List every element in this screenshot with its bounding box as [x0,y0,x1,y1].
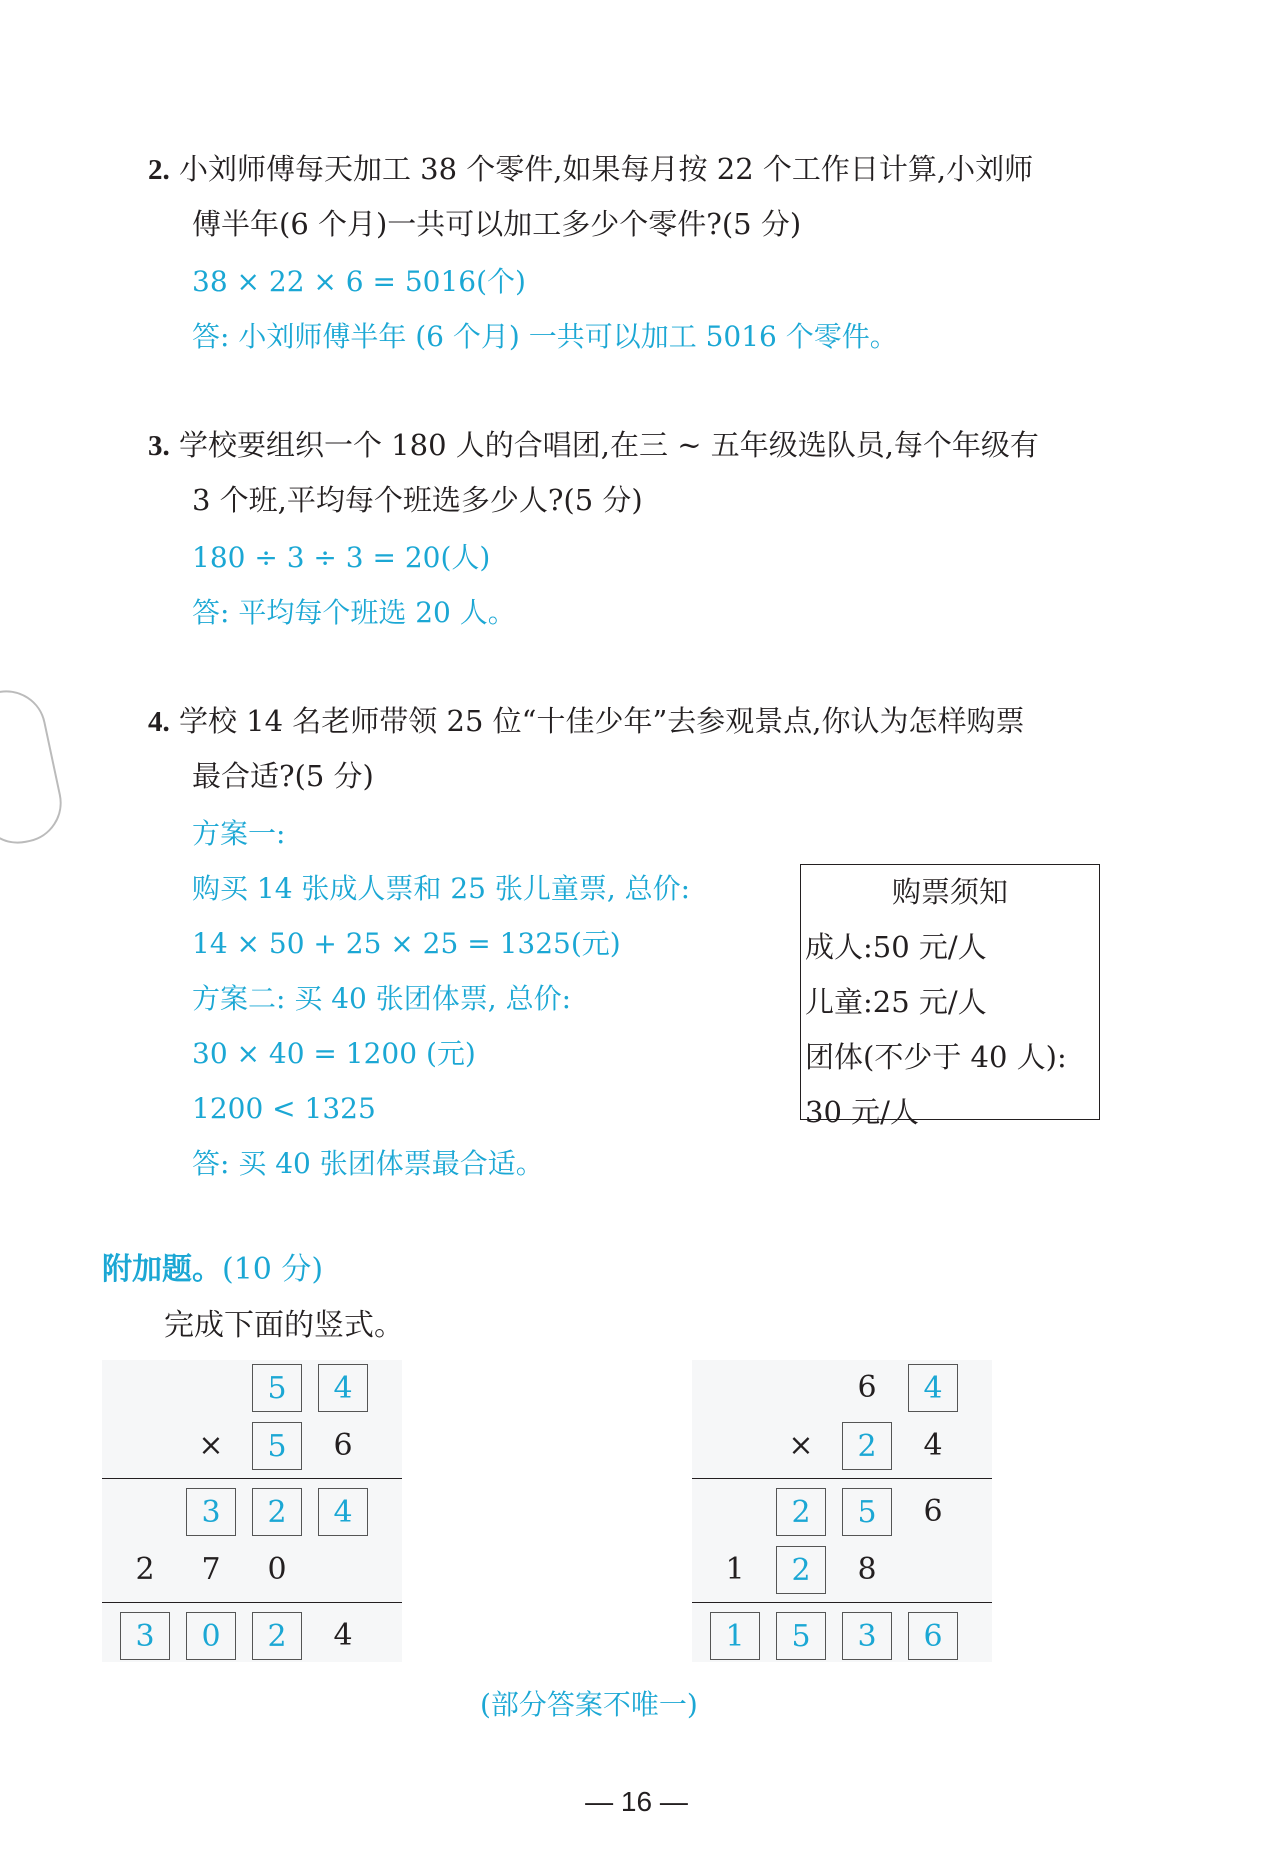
answer-line: 38 × 22 × 6 = 5016(个) [192,265,526,298]
answer-line: 答: 小刘师傅半年 (6 个月) 一共可以加工 5016 个零件。 [192,320,898,353]
calc-cell [710,1364,760,1412]
calc-cell: 4 [333,1618,353,1653]
answer-3 [192,530,516,640]
extra-title-text: 附加题。 [102,1252,222,1287]
page-number: — 16 — [585,1786,688,1817]
calc-cell [710,1488,760,1536]
answer-line: 方案二: 买 40 张团体票, 总价: [192,982,571,1015]
answer-line: 14 × 50 + 25 × 25 = 1325(元) [192,927,621,960]
calc-box: 3 [842,1612,892,1660]
notice-row: 团体(不少于 40 人): [805,1040,1067,1074]
calc-line [692,1478,992,1479]
answer-line: 答: 平均每个班选 20 人。 [192,596,516,629]
calc-line [102,1478,402,1479]
answer-line: 答: 买 40 张团体票最合适。 [192,1147,544,1180]
calc-box: 5 [842,1488,892,1536]
calc-box: 1 [710,1612,760,1660]
calc-box: 3 [186,1488,236,1536]
vertical-calc-right [692,1360,992,1662]
calc-cell [120,1364,170,1412]
calc-cell [776,1364,826,1412]
calc-line [102,1602,402,1603]
calc-box: 0 [186,1612,236,1660]
notice-row: 30 元/人 [805,1095,919,1129]
calc-box: 2 [776,1488,826,1536]
calc-box: 4 [908,1364,958,1412]
notice-row: 成人:50 元/人 [805,930,987,964]
question-3 [148,418,1138,527]
calc-box: 2 [252,1488,302,1536]
calc-box: 5 [776,1612,826,1660]
answer-line: 180 ÷ 3 ÷ 3 = 20(人) [192,541,491,574]
calc-box: 5 [252,1364,302,1412]
calc-cell [710,1422,760,1470]
calc-cell [318,1546,368,1594]
calc-box: 6 [908,1612,958,1660]
question-text: 傅半年(6 个月)一共可以加工多少个零件?(5 分) [192,207,802,241]
instruction: 完成下面的竖式。 [164,1308,404,1343]
calc-cell: 4 [923,1428,943,1463]
question-number: 4. [148,706,170,738]
calc-cell: 6 [333,1428,353,1463]
calc-box: 5 [252,1422,302,1470]
answer-2 [192,254,898,364]
calc-cell: × [788,1428,814,1463]
extra-points: (10 分) [222,1252,324,1287]
notice-title: 购票须知 [891,875,1008,909]
answer-line: 方案一: [192,817,286,850]
answer-note: (部分答案不唯一) [480,1688,698,1721]
answer-line: 购买 14 张成人票和 25 张儿童票, 总价: [192,872,691,905]
calc-cell: 2 [135,1552,155,1587]
calc-cell: 8 [857,1552,877,1587]
notice-row: 儿童:25 元/人 [805,985,987,1019]
answer-4 [192,806,690,1191]
question-text: 学校 14 名老师带领 25 位“十佳少年”去参观景点,你认为怎样购票 [178,704,1025,738]
calc-cell [186,1364,236,1412]
question-2 [148,142,1138,251]
calc-cell: 0 [267,1552,287,1587]
calc-cell [908,1546,958,1594]
calc-cell: 6 [857,1370,877,1405]
calc-line [692,1602,992,1603]
question-text: 3 个班,平均每个班选多少人?(5 分) [192,483,643,517]
question-number: 3. [148,430,170,462]
calc-box: 4 [318,1364,368,1412]
question-text: 小刘师傅每天加工 38 个零件,如果每月按 22 个工作日计算,小刘师 [178,152,1034,186]
question-4 [148,694,1138,803]
calc-box: 2 [776,1546,826,1594]
calc-cell [120,1488,170,1536]
question-number: 2. [148,154,170,186]
question-text: 最合适?(5 分) [192,759,374,793]
answer-line: 30 × 40 = 1200 (元) [192,1037,476,1070]
calc-box: 4 [318,1488,368,1536]
calc-cell: 6 [923,1494,943,1529]
ticket-notice-box [800,864,1100,1129]
calc-cell [120,1422,170,1470]
vertical-calc-left [102,1360,402,1662]
calc-box: 3 [120,1612,170,1660]
answer-line: 1200 < 1325 [192,1092,376,1125]
calc-box: 2 [842,1422,892,1470]
calc-cell: 7 [201,1552,221,1587]
calc-cell: × [198,1428,224,1463]
calc-cell: 1 [725,1552,745,1587]
stamp-decoration [0,683,69,851]
calc-box: 2 [252,1612,302,1660]
extra-question-title [102,1244,323,1288]
question-text: 学校要组织一个 180 人的合唱团,在三 ~ 五年级选队员,每个年级有 [178,428,1039,462]
